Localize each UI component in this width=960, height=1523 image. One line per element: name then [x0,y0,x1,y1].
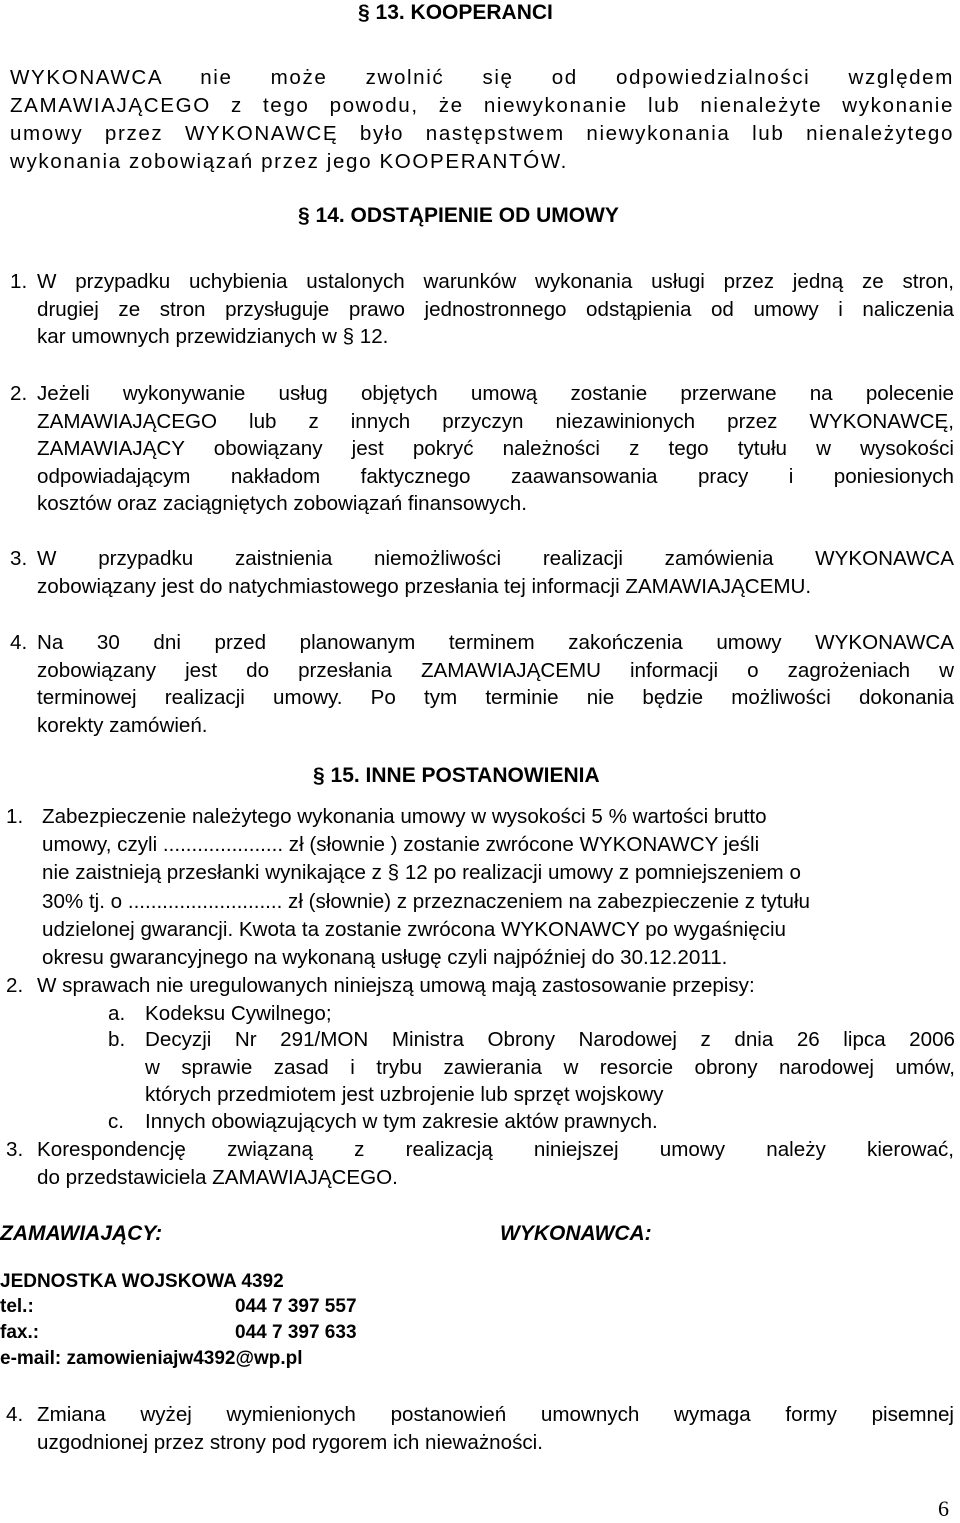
text-line: W sprawach nie uregulowanych niniejszą umową mają zastosowanie przepisy: [37,974,755,997]
text-line: umowy, czyli ..................... zł (słownie ) zostanie zwrócone WYKONAWCY jeśli [42,833,760,857]
section-14-item-4 [37,629,954,739]
text-line: nie zaistnieją przesłanki wynikające z § 12 po realizacji umowy z pomniejszeniem o [42,861,801,885]
item-number: 1. [10,270,28,293]
section-14-heading: § 14. ODSTĄPIENIE OD UMOWY [298,204,619,227]
text-line: Zmiana wyżej wymienionych postanowień umownych wymaga formy pisemnej [37,1403,954,1426]
fax-value: 044 7 397 633 [235,1322,357,1343]
text-line: okresu gwarancyjnego na wykonaną usługę czyli najpóźniej do 30.12.2011. [42,946,728,970]
page-number: 6 [938,1496,949,1521]
text-line: Zabezpieczenie należytego wykonania umowy w wysokości 5 % wartości brutto [42,805,767,828]
sub-item-letter: c. [108,1110,125,1133]
unit-name: JEDNOSTKA WOJSKOWA 4392 [0,1271,284,1292]
section-14-item-1 [37,268,954,351]
section-14-item-3 [37,545,954,600]
tel-label: tel.: [0,1296,34,1317]
text-line: ZAMAWIAJĄCEGO lub z innych przyczyn niezawinionych przez WYKONAWCĘ, [37,409,954,433]
section-13-heading: § 13. KOOPERANCI [358,1,553,24]
text-line: wykonania zobowiązań przez jego KOOPERANTÓW. [10,150,568,173]
text-line: WYKONAWCA nie może zwolnić się od odpowiedzialności względem [10,66,954,89]
text-line: Jeżeli wykonywanie usług objętych umową zostanie przerwane na polecenie [37,382,954,405]
text-line: Korespondencję związaną z realizacją niniejszej umowy należy kierować, [37,1138,954,1161]
item-number: 4. [10,631,28,654]
text-line: Decyzji Nr 291/MON Ministra Obrony Narodowej z dnia 26 lipca 2006 [145,1028,955,1051]
text-line: Na 30 dni przed planowanym terminem zakończenia umowy WYKONAWCA [37,631,954,654]
text-line: W przypadku zaistnienia niemożliwości realizacji zamówienia WYKONAWCA [37,547,954,570]
text-line: w sprawie zasad i trybu zawierania w resorcie obrony narodowej umów, [145,1055,955,1079]
section-15-heading: § 15. INNE POSTANOWIENIA [313,764,600,787]
email-line: e-mail: zamowieniajw4392@wp.pl [0,1348,303,1369]
text-line: drugiej ze stron przysługuje prawo jednostronnego odstąpienia od umowy i naliczenia [37,297,954,321]
sub-item-b [145,1026,955,1109]
text-line: zobowiązany jest do natychmiastowego przesłania tej informacji ZAMAWIAJĄCEMU. [37,574,812,598]
text-line: Kodeksu Cywilnego; [145,1002,332,1025]
section-15-item-2 [37,972,954,1000]
item-number: 2. [6,974,24,997]
fax-label: fax.: [0,1322,40,1343]
text-line: korekty zamówień. [37,713,208,737]
text-line: kosztów oraz zaciągniętych zobowiązań finansowych. [37,492,527,515]
sub-item-c [145,1108,955,1136]
section-15-item-4 [37,1401,954,1456]
section-13-paragraph [10,64,954,176]
sub-item-letter: a. [108,1002,126,1025]
text-line: ZAMAWIAJĄCY obowiązany jest pokryć należności z tego tytułu w wysokości [37,437,954,460]
text-line: udzielonej gwarancji. Kwota ta zostanie zwrócona WYKONAWCY po wygaśnięciu [42,917,787,941]
item-number: 1. [6,805,24,828]
signature-right-label: WYKONAWCA: [500,1222,652,1245]
item-number: 4. [6,1403,24,1426]
text-line: 30% tj. o ........................... zł (słownie) z przeznaczeniem na zabezpieczenie z tytułu [42,889,811,913]
text-line: ZAMAWIAJĄCEGO z tego powodu, że niewykonanie lub nienależyte wykonanie [10,94,954,117]
section-15-item-3 [37,1136,954,1191]
text-line: kar umownych przewidzianych w § 12. [37,325,389,348]
text-line: odpowiadającym nakładom faktycznego zaawansowania pracy i poniesionych [37,464,954,488]
section-15-item-1 [42,803,942,972]
section-14-item-2 [37,380,954,518]
text-line: uzgodnionej przez strony pod rygorem ich nieważności. [37,1430,543,1454]
text-line: do przedstawiciela ZAMAWIAJĄCEGO. [37,1165,398,1189]
item-number: 3. [10,547,28,570]
text-line: umowy przez WYKONAWCĘ było następstwem niewykonania lub nienależytego [10,122,954,145]
text-line: których przedmiotem jest uzbrojenie lub sprzęt wojskowy [145,1083,664,1106]
item-number: 3. [6,1138,24,1161]
text-line: zobowiązany jest do przesłania ZAMAWIAJĄCEMU informacji o zagrożeniach w [37,658,954,682]
text-line: Innych obowiązujących w tym zakresie aktów prawnych. [145,1110,658,1133]
text-line: W przypadku uchybienia ustalonych warunków wykonania usługi przez jedną ze stron, [37,270,954,293]
tel-value: 044 7 397 557 [235,1296,357,1317]
signature-left-label: ZAMAWIAJĄCY: [0,1222,163,1245]
text-line: terminowej realizacji umowy. Po tym terminie nie będzie możliwości dokonania [37,686,954,709]
sub-item-a [145,1000,955,1028]
sub-item-letter: b. [108,1028,126,1051]
item-number: 2. [10,382,28,405]
